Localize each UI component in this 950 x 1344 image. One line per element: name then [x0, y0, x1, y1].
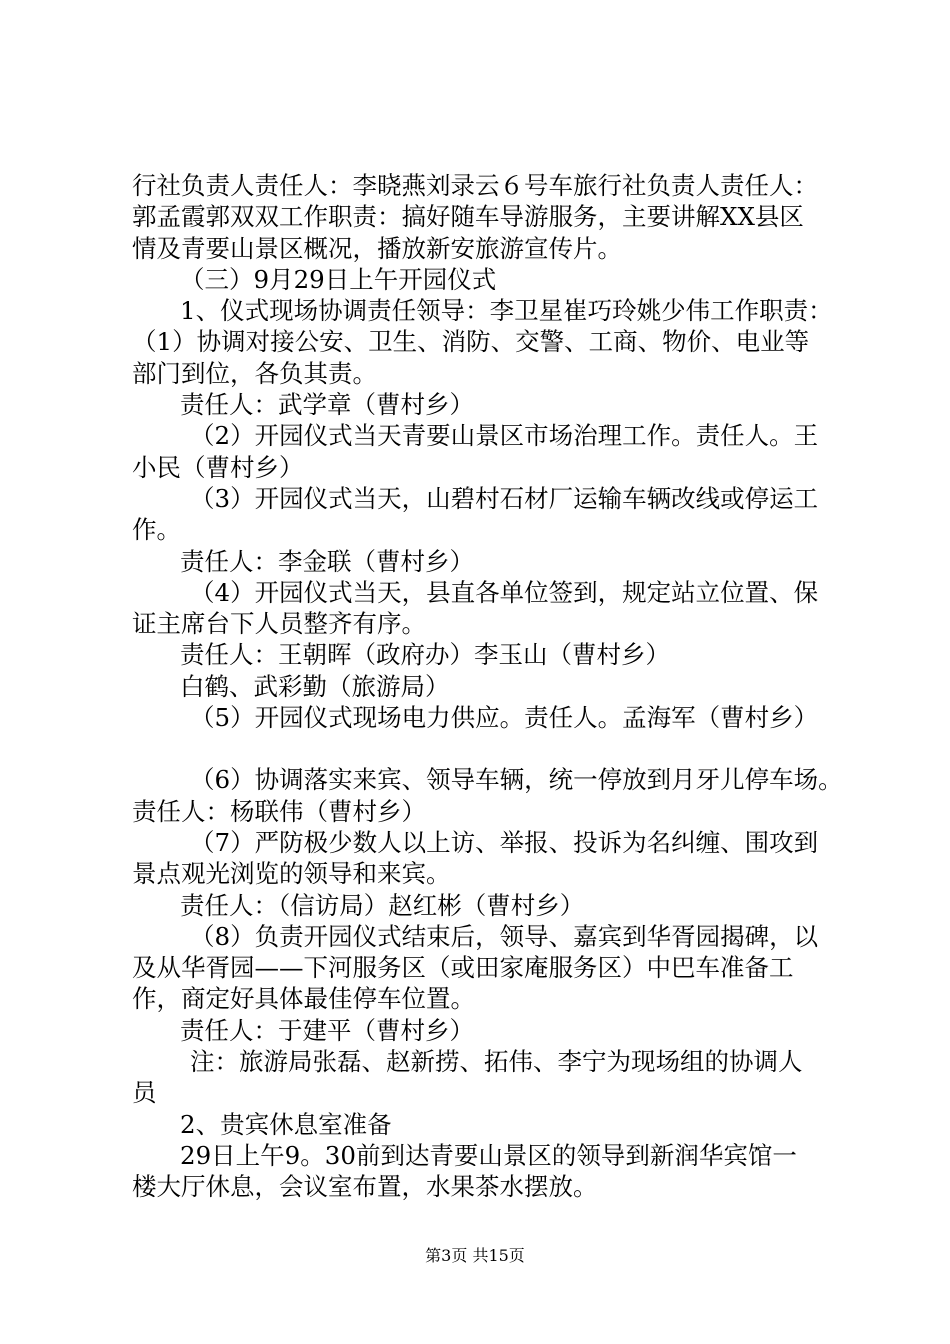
- text-line: 及从华胥园——下河服务区（或田家庵服务区）中巴车准备工: [132, 953, 794, 983]
- text-line: 责任人：武学章（曹村乡）: [180, 390, 474, 420]
- text-line: （6）协调落实来宾、领导车辆，统一停放到月牙儿停车场。: [190, 765, 843, 795]
- text-line: （3）开园仪式当天，山碧村石材厂运输车辆改线或停运工: [190, 483, 819, 513]
- text-line: （7）严防极少数人以上访、举报、投诉为名纠缠、围攻到: [190, 827, 819, 857]
- text-line: （1）协调对接公安、卫生、消防、交警、工商、物价、电业等: [132, 327, 810, 357]
- section-heading: 2、贵宾休息室准备: [180, 1109, 392, 1139]
- text-line: 楼大厅休息，会议室布置，水果茶水摆放。: [132, 1172, 598, 1202]
- blank-line: [132, 733, 844, 764]
- text-line: 29日上午9。30前到达青要山景区的领导到新润华宾馆一: [180, 1140, 797, 1170]
- text-line: （5）开园仪式现场电力供应。责任人。孟海军（曹村乡）: [190, 703, 819, 733]
- text-line: 情及青要山景区概况，播放新安旅游宣传片。: [132, 233, 622, 263]
- text-line: 小民（曹村乡）: [132, 452, 304, 482]
- text-line: 行社负责人责任人：李晓燕刘录云６号车旅行社负责人责任人：: [132, 171, 818, 200]
- page-number-footer: 第3页 共15页: [425, 1246, 525, 1265]
- text-line: 责任人：王朝晖（政府办）李玉山（曹村乡）: [180, 640, 670, 670]
- text-line: 证主席台下人员整齐有序。: [132, 609, 426, 639]
- text-line: 责任人：李金联（曹村乡）: [180, 546, 474, 576]
- text-line: 景点观光浏览的领导和来宾。: [132, 859, 451, 889]
- text-line: 员: [132, 1078, 157, 1108]
- text-line: 作，商定好具体最佳停车位置。: [132, 984, 475, 1014]
- text-line: （2）开园仪式当天青要山景区市场治理工作。责任人。王: [190, 421, 819, 451]
- text-line: 责任人：于建平（曹村乡）: [180, 1015, 474, 1045]
- text-line: 责任人：（信访局）赵红彬（曹村乡）: [180, 890, 585, 920]
- section-heading: （三）9月29日上午开园仪式: [180, 264, 497, 294]
- text-line: （4）开园仪式当天，县直各单位签到，规定站立位置、保: [190, 577, 819, 607]
- text-line: 作。: [132, 515, 181, 545]
- text-line: 1、仪式现场协调责任领导：李卫星崔巧玲姚少伟工作职责：: [180, 296, 833, 326]
- text-line: 郭孟霞郭双双工作职责：搞好随车导游服务，主要讲解XX县区: [132, 202, 804, 232]
- text-line: 部门到位，各负其责。: [132, 358, 377, 388]
- text-line: 责任人：杨联伟（曹村乡）: [132, 796, 426, 826]
- text-line: （8）负责开园仪式结束后，领导、嘉宾到华胥园揭碑，以: [190, 921, 819, 951]
- document-body: [132, 170, 844, 1203]
- text-line: 注：旅游局张磊、赵新捞、拓伟、李宁为现场组的协调人: [190, 1047, 803, 1077]
- text-line: 白鹤、武彩勤（旅游局）: [180, 671, 450, 701]
